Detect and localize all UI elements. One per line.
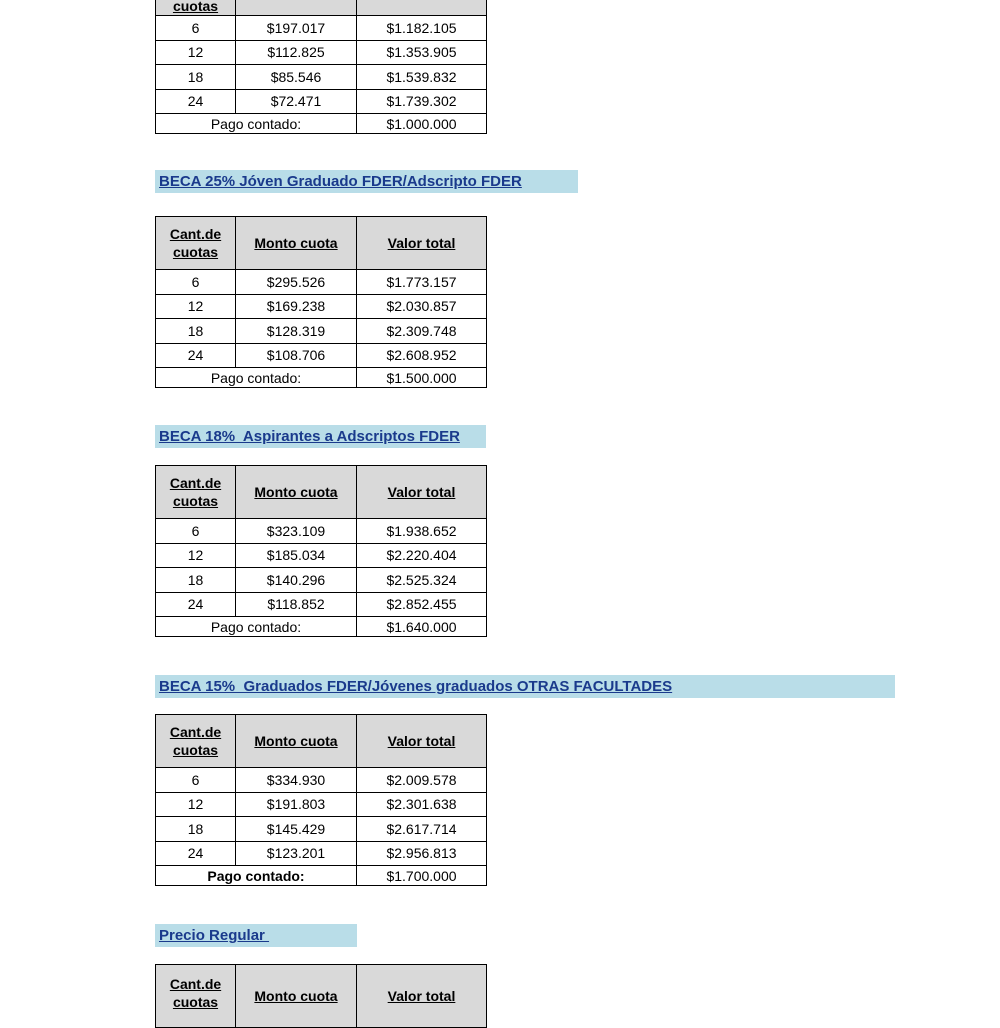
cell-cuotas: 12 (156, 294, 236, 319)
cell-total: $1.938.652 (357, 519, 487, 544)
table-row (156, 519, 487, 544)
table-row (156, 817, 487, 842)
cell-total: $2.030.857 (357, 294, 487, 319)
cell-total: $2.525.324 (357, 568, 487, 593)
cell-cuotas: 18 (156, 568, 236, 593)
table-row (156, 343, 487, 368)
header-total: Valor total (357, 715, 487, 768)
table-row (156, 841, 487, 866)
table-row (156, 294, 487, 319)
pago-contado-value: $1.500.000 (357, 368, 487, 388)
cell-cuotas: 6 (156, 768, 236, 793)
cell-total: $2.309.748 (357, 319, 487, 344)
cell-cuotas: 18 (156, 65, 236, 90)
cell-total: $1.539.832 (357, 65, 487, 90)
cell-total: $1.353.905 (357, 40, 487, 65)
cell-monto: $191.803 (236, 792, 357, 817)
table-row-pago (156, 368, 487, 388)
pago-contado-label: Pago contado: (156, 368, 357, 388)
header-monto: Monto cuota (236, 965, 357, 1028)
cell-monto: $334.930 (236, 768, 357, 793)
header-cuotas: Cant.de cuotas (156, 466, 236, 519)
pago-contado-value: $1.000.000 (357, 114, 487, 134)
cell-monto: $118.852 (236, 592, 357, 617)
pago-contado-label: Pago contado: (156, 114, 357, 134)
table-row-pago (156, 617, 487, 637)
table-row (156, 319, 487, 344)
table-row (156, 89, 487, 114)
cell-total: $2.617.714 (357, 817, 487, 842)
price-table (155, 964, 487, 1028)
section-title: BECA 25% Jóven Graduado FDER/Adscripto FDER (155, 170, 578, 193)
cell-cuotas: 12 (156, 40, 236, 65)
table-row-pago (156, 114, 487, 134)
cell-cuotas: 6 (156, 16, 236, 41)
header-cuotas: Cant.de cuotas (156, 217, 236, 270)
cell-monto: $323.109 (236, 519, 357, 544)
cell-monto: $123.201 (236, 841, 357, 866)
cell-cuotas: 12 (156, 792, 236, 817)
cell-cuotas: 18 (156, 817, 236, 842)
cell-cuotas: 6 (156, 270, 236, 295)
cell-monto: $72.471 (236, 89, 357, 114)
table-row-pago (156, 866, 487, 886)
cell-total: $1.739.302 (357, 89, 487, 114)
cell-cuotas: 24 (156, 343, 236, 368)
pago-contado-value: $1.640.000 (357, 617, 487, 637)
cell-monto: $185.034 (236, 543, 357, 568)
price-table (155, 714, 487, 886)
table-row (156, 16, 487, 41)
header-monto (236, 0, 357, 16)
cell-monto: $295.526 (236, 270, 357, 295)
cell-monto: $108.706 (236, 343, 357, 368)
cell-monto: $140.296 (236, 568, 357, 593)
price-table-top (155, 0, 487, 134)
header-monto: Monto cuota (236, 715, 357, 768)
cell-monto: $85.546 (236, 65, 357, 90)
cell-cuotas: 24 (156, 592, 236, 617)
header-cuotas-partial: cuotas (156, 0, 236, 16)
cell-total: $2.608.952 (357, 343, 487, 368)
cell-cuotas: 6 (156, 519, 236, 544)
table-row (156, 40, 487, 65)
cell-cuotas: 24 (156, 89, 236, 114)
table-row (156, 592, 487, 617)
header-cuotas: Cant.de cuotas (156, 715, 236, 768)
header-monto: Monto cuota (236, 217, 357, 270)
header-total: Valor total (357, 217, 487, 270)
cell-cuotas: 24 (156, 841, 236, 866)
cell-total: $2.009.578 (357, 768, 487, 793)
cell-cuotas: 18 (156, 319, 236, 344)
section-title: BECA 15% Graduados FDER/Jóvenes graduados OTRAS FACULTADES (155, 675, 895, 698)
cell-total: $2.301.638 (357, 792, 487, 817)
cell-monto: $197.017 (236, 16, 357, 41)
table-row (156, 270, 487, 295)
section-title: Precio Regular (155, 924, 357, 947)
price-table (155, 465, 487, 637)
header-cuotas: Cant.de cuotas (156, 965, 236, 1028)
price-table (155, 216, 487, 388)
pago-contado-value: $1.700.000 (357, 866, 487, 886)
cell-monto: $128.319 (236, 319, 357, 344)
table-row (156, 543, 487, 568)
pago-contado-label: Pago contado: (156, 617, 357, 637)
table-row (156, 65, 487, 90)
cell-total: $2.956.813 (357, 841, 487, 866)
pago-contado-label: Pago contado: (156, 866, 357, 886)
table-row (156, 568, 487, 593)
header-total: Valor total (357, 466, 487, 519)
header-total: Valor total (357, 965, 487, 1028)
cell-monto: $145.429 (236, 817, 357, 842)
cell-total: $2.852.455 (357, 592, 487, 617)
cell-cuotas: 12 (156, 543, 236, 568)
section-title: BECA 18% Aspirantes a Adscriptos FDER (155, 425, 486, 448)
cell-monto: $112.825 (236, 40, 357, 65)
cell-total: $2.220.404 (357, 543, 487, 568)
cell-monto: $169.238 (236, 294, 357, 319)
table-row (156, 792, 487, 817)
cell-total: $1.773.157 (357, 270, 487, 295)
table-row (156, 768, 487, 793)
cell-total: $1.182.105 (357, 16, 487, 41)
header-monto: Monto cuota (236, 466, 357, 519)
header-total (357, 0, 487, 16)
